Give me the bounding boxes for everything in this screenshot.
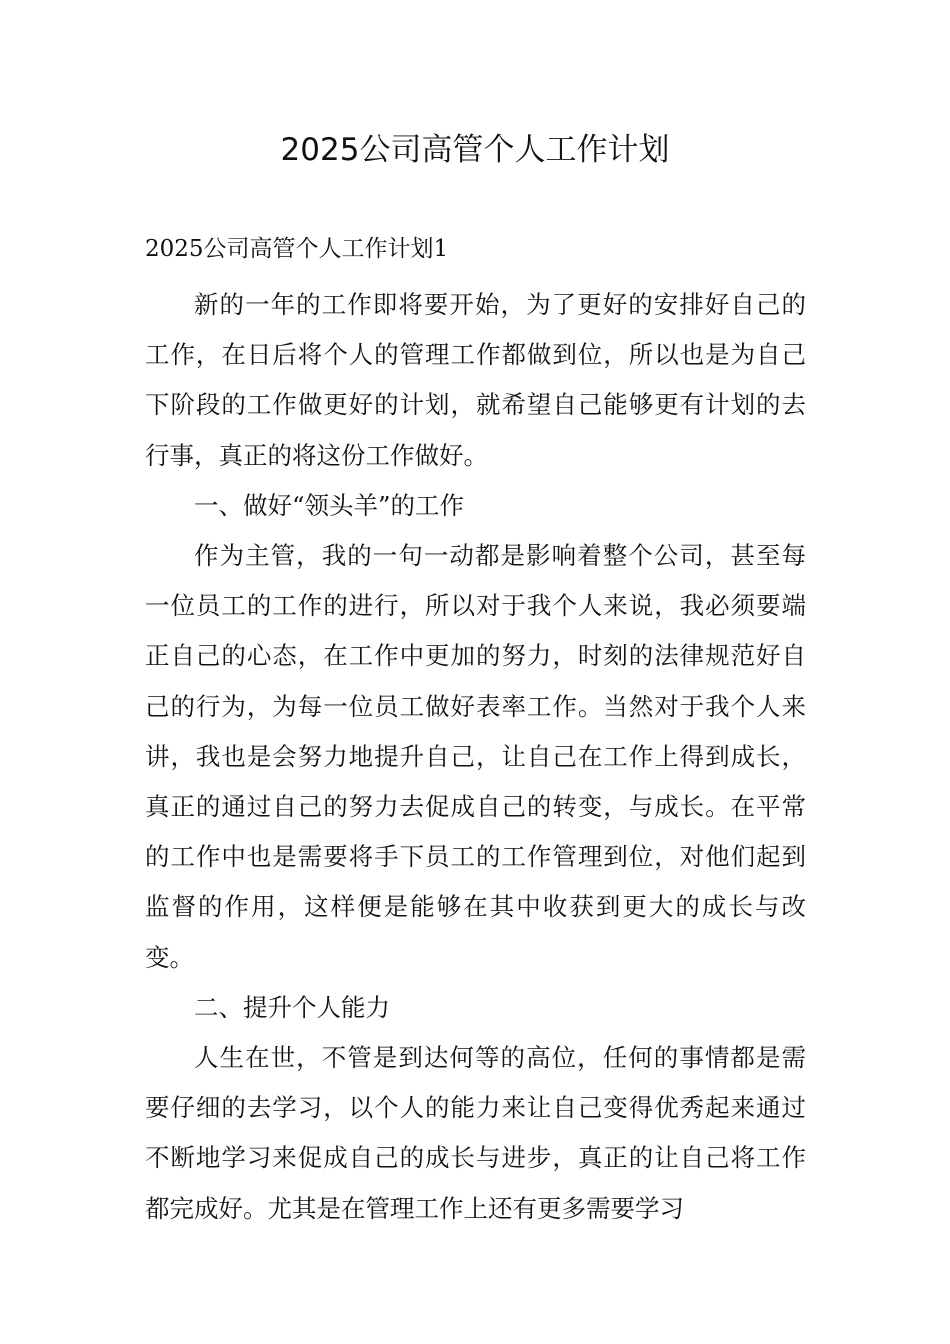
paragraph-section-2: 人生在世，不管是到达何等的高位，任何的事情都是需要仔细的去学习，以个人的能力来让自己变得优秀起来通过不断地学习来促成自己的成长与进步，真正的让自己将工作都完成好。尤其是在管理工作上还有更多需要学习 <box>145 1043 806 1223</box>
document-body <box>145 280 806 1234</box>
document-title: 2025公司高管个人工作计划 <box>280 132 670 168</box>
section-heading-1: 一、做好“领头羊”的工作 <box>194 490 465 520</box>
paragraph-section-1: 作为主管，我的一句一动都是影响着整个公司，甚至每一位员工的工作的进行，所以对于我个人来说，我必须要端正自己的心态，在工作中更加的努力，时刻的法律规范好自己的行为，为每一位员工做好表率工作。当然对于我个人来讲，我也是会努力地提升自己，让自己在工作上得到成长，真正的通过自己的努力去促成自己的转变，与成长。在平常的工作中也是需要将手下员工的工作管理到位，对他们起到监督的作用，这样便是能够在其中收获到更大的成长与改变。 <box>145 541 806 972</box>
section-heading-2: 二、提升个人能力 <box>194 992 390 1022</box>
paragraph-intro: 新的一年的工作即将要开始，为了更好的安排好自己的工作，在日后将个人的管理工作都做到位，所以也是为自己下阶段的工作做更好的计划，就希望自己能够更有计划的去行事，真正的将这份工作做好。 <box>145 290 806 470</box>
document-subtitle: 2025公司高管个人工作计划1 <box>145 236 449 262</box>
